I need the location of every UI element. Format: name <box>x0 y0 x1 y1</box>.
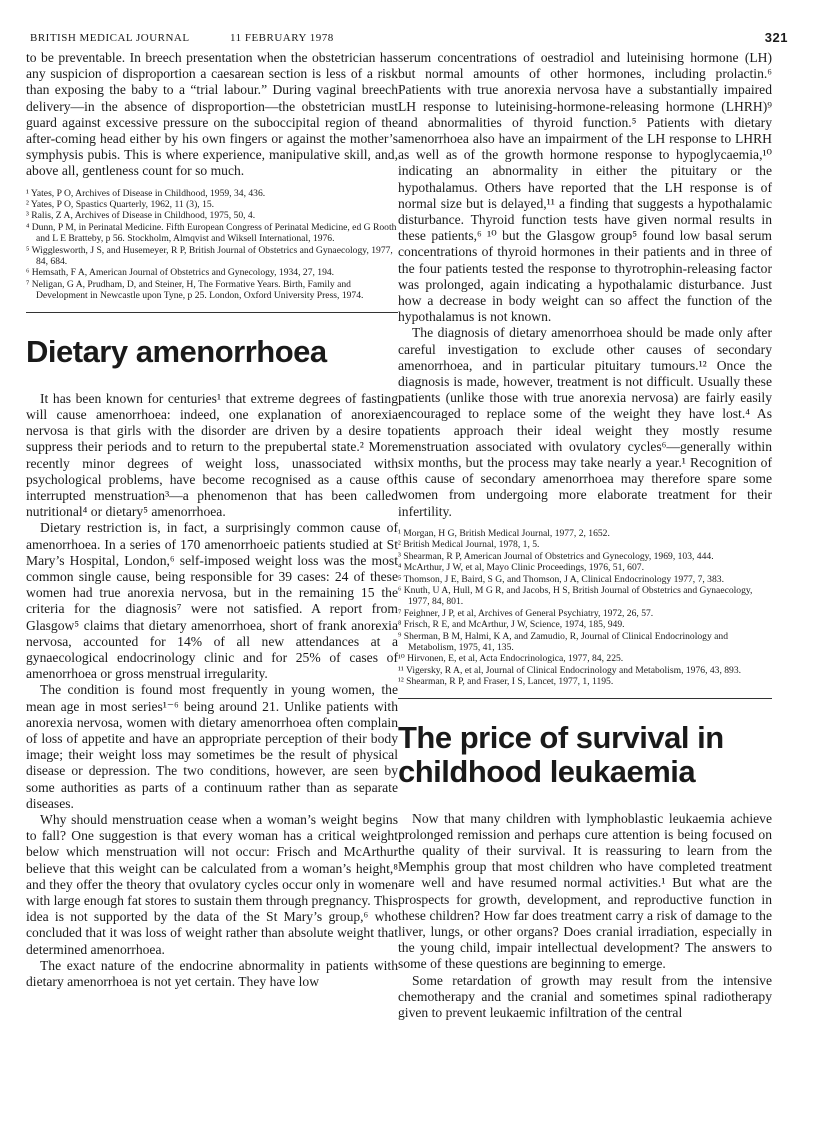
right-column <box>398 50 772 1021</box>
article-paragraph: The condition is found most frequently in young women, the mean age in most series¹⁻⁶ being around 21. Unlike patients with anorexia nervosa, women with dietary amenorrhoea often complain of loss of appetite and have an appropriate perception of their body image; their weight loss may sometimes be the result of physical disease or depression. The two conditions, however, are seen by some authorities as parts of a continuum rather than as separate diseases. <box>26 682 398 811</box>
reference-item: ⁵ Thomson, J E, Baird, S G, and Thomson, J A, Clinical Endocrinology 1977, 7, 383. <box>398 573 724 585</box>
page-number: 321 <box>764 30 788 45</box>
article-title: Dietary amenorrhoea <box>26 333 327 369</box>
reference-item: ¹ Yates, P O, Archives of Disease in Childhood, 1959, 34, 436. <box>26 187 266 199</box>
reference-item: ⁴ McArthur, J W, et al, Mayo Clinic Proceedings, 1976, 51, 607. <box>398 562 644 574</box>
issue-date: 11 FEBRUARY 1978 <box>230 32 334 44</box>
article-paragraph: serum concentrations of oestradiol and luteinising hormone (LH) but normal amounts of other hormones, including prolactin.⁶ Patients with true anorexia nervosa have a substantially impaired LH response to luteinising-hormone-releasing hormone (LHRH)⁹ and abnormalities of thyroid function.⁵ Patients with dietary amenorrhoea also have an impairment of the LH response to LHRH as well as of the growth hormone response to hypoglycaemia,¹⁰ indicating an abnormality in either the pituitary or the hypothalamus. Others have reported that the LH response is of normal size but is delayed,¹¹ a finding that suggests a hypothalamic disturbance. Thyroid function tests have given normal results in these patients,⁶ ¹⁰ but the Glasgow group⁵ found low basal serum concentrations of thyroid hormones in their patients and in three of the four patients tested the response to thyrotrophin-releasing factor was prolonged, again indicating a hypothalamic disturbance. Just how a decrease in body weight can so affect the function of the hypothalamus is not known. <box>398 50 772 325</box>
section-divider <box>26 312 398 313</box>
reference-list <box>398 528 772 688</box>
article-paragraph: The exact nature of the endocrine abnormality in patients with dietary amenorrhoea is not yet certain. They have low <box>26 957 398 989</box>
article-paragraph: The diagnosis of dietary amenorrhoea should be made only after careful investigation to exclude other causes of secondary amenorrhoea, and in particular pituitary tumours.¹² Once the diagnosis is made, however, treatment is not difficult. Usually these patients (unlike those with true anorexia nervosa) are fairly easily encouraged to replace some of the weight they have lost.⁴ As patients approach their ideal weight they mostly resume menstruation associated with ovulatory cycles⁶—generally within six months, but the process may take nearly a year.¹ Recognition of this cause of secondary amenorrhoea may therefore spare some women from undergoing more elaborate treatment for their infertility. <box>398 325 772 519</box>
reference-item: ³ Ralis, Z A, Archives of Disease in Childhood, 1975, 50, 4. <box>26 210 256 222</box>
page-header <box>30 30 788 48</box>
left-column <box>26 50 398 990</box>
reference-item: ⁴ Dunn, P M, in Perinatal Medicine. Fifth European Congress of Perinatal Medicine, ed G Rooth and L E Bratteby, p 56. Stockholm, Almqvist and Wiksell International, 1976. <box>26 221 397 245</box>
reference-list <box>26 188 398 302</box>
reference-item: ³ Shearman, R P, American Journal of Obstetrics and Gynecology, 1969, 103, 444. <box>398 550 714 562</box>
reference-item: ⁶ Knuth, U A, Hull, M G R, and Jacobs, H S, British Journal of Obstetrics and Gynaecology, 1977, 84, 801. <box>398 584 753 608</box>
continued-paragraph: to be preventable. In breech presentation when the obstetrician has any suspicion of disproportion a caesarean section is less of a risk than exposing the baby to a “trial labour.” During vaginal breech delivery—in the absence of disproportion—the obstetrician must guard against excessive pressure on the suboccipital region of the after-coming head either by his own fingers or against the mother’s symphysis pubis. This is where experience, manipulative skill, and, above all, gentleness count for so much. <box>26 50 398 179</box>
article-paragraph: Why should menstruation cease when a woman’s weight begins to fall? One suggestion is that every woman has a critical weight below which menstruation will not occur: Frisch and McArthur believe that this weight can be calculated from a woman’s height,⁸ and they offer the theory that ovulatory cycles occur only in women with large enough fat stores to sustain them through pregnancy. This idea is not supported by the data of the St Mary’s group,⁶ who concluded that it was loss of weight rather than absolute weight that determined amenorrhoea. <box>26 811 398 957</box>
reference-item: ¹² Shearman, R P, and Fraser, I S, Lancet, 1977, 1, 1195. <box>398 676 614 688</box>
article-paragraph: It has been known for centuries¹ that extreme degrees of fasting will cause amenorrhoea: indeed, one explanation of anorexia nervosa is that girls with the disorder are driven by a desire to suppress their periods and to return to the prepubertal state.² More recently minor degrees of weight loss, unassociated with psychological problems, have become recognised as a cause of interrupted menstruation³—a phenomenon that has been called nutritional⁴ or dietary⁵ amenorrhoea. <box>26 390 398 520</box>
reference-item: ² Yates, P O, Spastics Quarterly, 1962, 11 (3), 15. <box>26 199 215 211</box>
article-paragraph: Some retardation of growth may result from the intensive chemotherapy and the cranial and sometimes spinal radiotherapy given to prevent leukaemic infiltration of the central <box>398 972 772 1021</box>
reference-item: ² British Medical Journal, 1978, 1, 5. <box>398 539 540 551</box>
reference-item: ⁷ Feighner, J P, et al, Archives of General Psychiatry, 1972, 26, 57. <box>398 607 654 619</box>
reference-item: ¹¹ Vigersky, R A, et al, Journal of Clinical Endocrinology and Metabolism, 1976, 43, 893. <box>398 664 742 676</box>
section-divider <box>398 698 772 699</box>
reference-item: ⁷ Neligan, G A, Prudham, D, and Steiner, H, The Formative Years. Birth, Family and Development in Newcastle upon Tyne, p 25. London, Oxford University Press, 1974. <box>26 278 364 302</box>
reference-item: ⁵ Wigglesworth, J S, and Husemeyer, R P, British Journal of Obstetrics and Gynaecology, 1977, 84, 684. <box>26 244 393 268</box>
article-paragraph: Now that many children with lymphoblastic leukaemia achieve prolonged remission and perhaps cure attention is being focused on the quality of their survival. It is reassuring to learn from the Memphis group that most children who have completed treatment are well and have resumed normal activities.¹ But what are the prospects for growth, development, and reproductive function in these children? How far does treatment carry a risk of damage to the liver, lungs, or other organs? Does cranial irradiation, especially in the young child, impair intellectual development? The answers to some of these questions are beginning to emerge. <box>398 810 772 972</box>
reference-item: ¹⁰ Hirvonen, E, et al, Acta Endocrinologica, 1977, 84, 225. <box>398 653 624 665</box>
reference-item: ⁶ Hemsath, F A, American Journal of Obstetrics and Gynecology, 1934, 27, 194. <box>26 267 335 279</box>
article-paragraph: Dietary restriction is, in fact, a surprisingly common cause of amenorrhoea. In a series of 170 amenorrhoeic patients studied at St Mary’s Hospital, London,⁶ self-imposed weight loss was the most common single cause, being responsible for 39 cases: 24 of these women had true anorexia nervosa, but in the remaining 15 the criteria for the diagnosis⁷ were not satisfied. A report from Glasgow⁵ claims that dietary amenorrhoea, short of frank anorexia nervosa, accounted for 14% of all new attendances at a gynaecological endocrinology clinic and for 25% of cases of amenorrhoea or gross menstrual irregularity. <box>26 520 398 682</box>
reference-item: ⁸ Frisch, R E, and McArthur, J W, Science, 1974, 185, 949. <box>398 619 625 631</box>
reference-item: ⁹ Sherman, B M, Halmi, K A, and Zamudio, R, Journal of Clinical Endocrinology and Metabolism, 1975, 41, 135. <box>398 630 729 653</box>
reference-item: ¹ Morgan, H G, British Medical Journal, 1977, 2, 1652. <box>398 527 610 539</box>
journal-name: BRITISH MEDICAL JOURNAL <box>30 32 190 44</box>
article-title: The price of survival in childhood leukaemia <box>398 719 724 789</box>
